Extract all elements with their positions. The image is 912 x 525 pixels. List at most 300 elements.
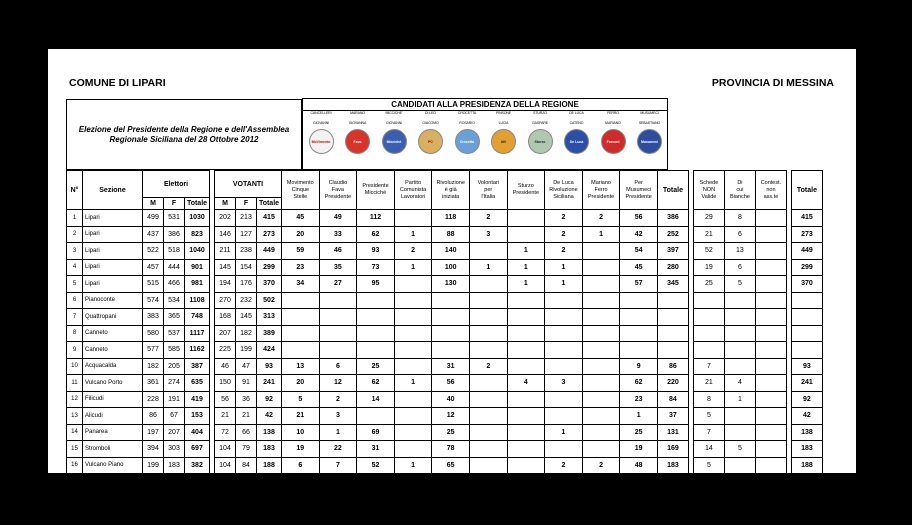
votes-list-7 <box>507 309 545 326</box>
elettori-m: 499 <box>143 210 164 227</box>
votes-list-6: 3 <box>469 226 507 243</box>
votes-list-3: 69 <box>357 424 395 441</box>
row-number: 5 <box>67 276 83 293</box>
votes-list-3 <box>357 342 395 359</box>
row-number: 15 <box>67 441 83 458</box>
votes-list-5: 40 <box>432 391 470 408</box>
votes-list-3 <box>357 325 395 342</box>
totale-finale: 299 <box>791 259 822 276</box>
contestate <box>755 441 786 458</box>
votes-list-5: 31 <box>432 358 470 375</box>
votanti-f: 145 <box>236 309 257 326</box>
elettori-totale: 382 <box>185 457 210 474</box>
bianche <box>724 408 755 425</box>
elettori-totale: 404 <box>185 424 210 441</box>
row-number: 12 <box>67 391 83 408</box>
votanti-m: 194 <box>215 276 236 293</box>
votes-list-5: 25 <box>432 424 470 441</box>
votes-list-1: 59 <box>282 243 320 260</box>
election-title <box>66 99 302 170</box>
votanti-totale: 370 <box>257 276 282 293</box>
table-row <box>67 276 823 293</box>
votes-list-3 <box>357 309 395 326</box>
votanti-m: 145 <box>215 259 236 276</box>
col-elettori-sub: F <box>164 198 185 210</box>
votes-list-8: 2 <box>545 226 583 243</box>
votes-list-2: 1 <box>319 424 357 441</box>
row-sezione: Quattropani <box>83 309 143 326</box>
votes-list-2: 49 <box>319 210 357 227</box>
votes-list-6 <box>469 243 507 260</box>
bianche: 5 <box>724 276 755 293</box>
totale-finale: 241 <box>791 375 822 392</box>
votes-list-9 <box>582 342 620 359</box>
totals-list-9: 5 <box>582 479 620 498</box>
votanti-totale: 138 <box>257 424 282 441</box>
votes-list-5: 56 <box>432 375 470 392</box>
votes-list-2: 6 <box>319 358 357 375</box>
contestate <box>755 391 786 408</box>
votes-list-6 <box>469 325 507 342</box>
col-list-7: Sturzo Presidente <box>507 171 545 210</box>
party-logo-icon: Forconi <box>601 129 626 154</box>
votes-list-8 <box>545 408 583 425</box>
votes-list-1 <box>282 325 320 342</box>
non-valide: 7 <box>693 358 724 375</box>
votes-list-9 <box>582 309 620 326</box>
non-valide <box>693 309 724 326</box>
table-row <box>67 358 823 375</box>
votes-list-1 <box>282 309 320 326</box>
elettori-m: 515 <box>143 276 164 293</box>
votanti-m: 207 <box>215 325 236 342</box>
votes-list-8 <box>545 309 583 326</box>
votes-list-2: 7 <box>319 457 357 474</box>
votanti-totale: 449 <box>257 243 282 260</box>
votes-list-4 <box>394 358 432 375</box>
elettori-totale: 901 <box>185 259 210 276</box>
table-row <box>67 243 823 260</box>
col-elettori: Elettori <box>143 171 210 198</box>
votes-list-10: 19 <box>620 441 658 458</box>
votes-totale: 280 <box>657 259 688 276</box>
votes-list-8 <box>545 325 583 342</box>
totals-label: Totale <box>67 479 143 498</box>
votes-list-10: 48 <box>620 457 658 474</box>
votanti-totale: 42 <box>257 408 282 425</box>
votanti-totale: 415 <box>257 210 282 227</box>
votes-totale <box>657 292 688 309</box>
totale-finale: 273 <box>791 226 822 243</box>
votanti-m: 168 <box>215 309 236 326</box>
votes-list-6: 2 <box>469 358 507 375</box>
votes-list-1: 23 <box>282 259 320 276</box>
votes-list-7 <box>507 457 545 474</box>
votes-list-7 <box>507 292 545 309</box>
totals-list-6: 8 <box>469 479 507 498</box>
votes-list-4 <box>394 210 432 227</box>
votanti-m: 150 <box>215 375 236 392</box>
elettori-totale: 635 <box>185 375 210 392</box>
votes-list-1: 13 <box>282 358 320 375</box>
votanti-m: 72 <box>215 424 236 441</box>
votes-list-8: 1 <box>545 424 583 441</box>
row-sezione: Lipari <box>83 243 143 260</box>
votanti-f: 66 <box>236 424 257 441</box>
candidate-2 <box>340 111 376 154</box>
votanti-f: 232 <box>236 292 257 309</box>
votes-list-4 <box>394 342 432 359</box>
elettori-totale: 1108 <box>185 292 210 309</box>
totals-list-7: 7 <box>507 479 545 498</box>
votes-list-5 <box>432 309 470 326</box>
totals-list-5: 883 <box>432 479 470 498</box>
party-logo-icon: MoVimento <box>309 129 334 154</box>
votes-list-3: 62 <box>357 226 395 243</box>
elettori-m: 580 <box>143 325 164 342</box>
table-row <box>67 441 823 458</box>
votes-list-9: 1 <box>582 226 620 243</box>
votes-list-10: 56 <box>620 210 658 227</box>
non-valide <box>693 292 724 309</box>
votes-list-3: 73 <box>357 259 395 276</box>
elettori-f: 518 <box>164 243 185 260</box>
votanti-totale: 502 <box>257 292 282 309</box>
party-logo-icon: De Luca <box>564 129 589 154</box>
votes-list-7 <box>507 391 545 408</box>
row-sezione: Alicudi <box>83 408 143 425</box>
elettori-f: 585 <box>164 342 185 359</box>
votes-totale <box>657 325 688 342</box>
votes-list-9 <box>582 441 620 458</box>
votes-totale: 183 <box>657 457 688 474</box>
votes-list-3: 112 <box>357 210 395 227</box>
votes-list-4 <box>394 309 432 326</box>
row-number: 14 <box>67 424 83 441</box>
elettori-f: 191 <box>164 391 185 408</box>
votanti-m: 104 <box>215 457 236 474</box>
votes-list-3: 95 <box>357 276 395 293</box>
totale-finale: 183 <box>791 441 822 458</box>
non-valide: 52 <box>693 243 724 260</box>
votes-list-4: 1 <box>394 375 432 392</box>
votes-list-6: 2 <box>469 210 507 227</box>
col-totale: Totale <box>791 171 822 210</box>
votes-list-6 <box>469 441 507 458</box>
candidate-4 <box>413 111 449 154</box>
votes-list-4 <box>394 325 432 342</box>
row-sezione: Lipari <box>83 276 143 293</box>
votes-list-9 <box>582 259 620 276</box>
elettori-totale: 697 <box>185 441 210 458</box>
votes-list-7 <box>507 210 545 227</box>
votes-list-7: 4 <box>507 375 545 392</box>
votes-list-5: 12 <box>432 408 470 425</box>
votes-list-2 <box>319 342 357 359</box>
col-bianche: Di cui Bianche <box>724 171 755 210</box>
votes-list-5: 88 <box>432 226 470 243</box>
votes-list-5: 130 <box>432 276 470 293</box>
results-sheet <box>48 49 856 492</box>
votanti-m: 270 <box>215 292 236 309</box>
votes-list-9 <box>582 408 620 425</box>
votes-list-9: 2 <box>582 210 620 227</box>
elettori-m: 577 <box>143 342 164 359</box>
votes-list-4 <box>394 441 432 458</box>
row-number: 10 <box>67 358 83 375</box>
col-list-8: De Luca Rivoluzione Siciliana <box>545 171 583 210</box>
votes-list-7: 1 <box>507 243 545 260</box>
party-logo-icon: Crocetta <box>455 129 480 154</box>
totale-finale: 415 <box>791 210 822 227</box>
elettori-m: 197 <box>143 424 164 441</box>
elettori-m: 522 <box>143 243 164 260</box>
votes-list-1: 5 <box>282 391 320 408</box>
party-logo-icon: Sturzo <box>528 129 553 154</box>
non-valide: 21 <box>693 226 724 243</box>
contestate <box>755 424 786 441</box>
row-sezione: Pianoconte <box>83 292 143 309</box>
table-row <box>67 408 823 425</box>
votes-list-3: 14 <box>357 391 395 408</box>
table-row <box>67 259 823 276</box>
candidate-name: CANCELLERI GIOVANNI <box>310 111 332 125</box>
votes-list-5: 118 <box>432 210 470 227</box>
totals-elettori-m: 6191 <box>143 479 164 498</box>
votanti-m: 211 <box>215 243 236 260</box>
votes-list-10: 62 <box>620 375 658 392</box>
elettori-totale: 419 <box>185 391 210 408</box>
votes-list-9 <box>582 292 620 309</box>
votes-list-4: 1 <box>394 226 432 243</box>
votanti-totale: 188 <box>257 457 282 474</box>
totale-finale: 92 <box>791 391 822 408</box>
table-row <box>67 292 823 309</box>
table-row <box>67 309 823 326</box>
votes-list-10: 57 <box>620 276 658 293</box>
non-valide: 14 <box>693 441 724 458</box>
votes-list-2: 3 <box>319 408 357 425</box>
votes-list-7: 1 <box>507 276 545 293</box>
votes-list-8: 3 <box>545 375 583 392</box>
elettori-totale: 1162 <box>185 342 210 359</box>
row-number: 7 <box>67 309 83 326</box>
contestate <box>755 457 786 474</box>
row-sezione: Filicudi <box>83 391 143 408</box>
row-number: 6 <box>67 292 83 309</box>
votes-list-2: 46 <box>319 243 357 260</box>
votes-list-4 <box>394 408 432 425</box>
elettori-f: 386 <box>164 226 185 243</box>
totals-list-3: 688 <box>357 479 395 498</box>
elettori-totale: 1040 <box>185 243 210 260</box>
non-valide: 5 <box>693 408 724 425</box>
row-number: 1 <box>67 210 83 227</box>
votanti-m: 56 <box>215 391 236 408</box>
totals-finale: 2783 <box>791 479 822 498</box>
candidate-name: STURZO GASPARE <box>532 111 548 125</box>
bianche: 13 <box>724 243 755 260</box>
bianche: 6 <box>724 259 755 276</box>
elettori-totale: 1030 <box>185 210 210 227</box>
col-votanti-sub: F <box>236 198 257 210</box>
elettori-f: 274 <box>164 375 185 392</box>
totals-list-8: 14 <box>545 479 583 498</box>
row-sezione: Lipari <box>83 226 143 243</box>
votes-list-6 <box>469 391 507 408</box>
votes-list-2 <box>319 292 357 309</box>
elettori-f: 365 <box>164 309 185 326</box>
non-valide: 21 <box>693 375 724 392</box>
votanti-m: 46 <box>215 358 236 375</box>
bianche <box>724 325 755 342</box>
votes-list-6 <box>469 424 507 441</box>
col-list-5: Rivoluzione è già iniziata <box>432 171 470 210</box>
elettori-f: 207 <box>164 424 185 441</box>
votes-totale: 131 <box>657 424 688 441</box>
header-row <box>67 171 823 198</box>
votes-list-8: 2 <box>545 243 583 260</box>
row-sezione: Acquacalda <box>83 358 143 375</box>
contestate <box>755 325 786 342</box>
totals-bianche: 48 <box>724 479 755 498</box>
votanti-f: 84 <box>236 457 257 474</box>
votes-list-10: 54 <box>620 243 658 260</box>
col-votanti: VOTANTI <box>215 171 282 198</box>
votes-list-2: 35 <box>319 259 357 276</box>
votes-list-10: 42 <box>620 226 658 243</box>
row-number: 16 <box>67 457 83 474</box>
bianche <box>724 424 755 441</box>
contestate <box>755 408 786 425</box>
election-title-text: Elezione del Presidente della Regione e dell'Assemblea Regionale Siciliana del 28 Ottobre 2012 <box>78 124 290 144</box>
votes-list-9: 2 <box>582 457 620 474</box>
elettori-m: 228 <box>143 391 164 408</box>
votes-list-9 <box>582 358 620 375</box>
votes-list-1: 45 <box>282 210 320 227</box>
totals-votanti-m: 2321 <box>215 479 236 498</box>
elettori-totale: 748 <box>185 309 210 326</box>
contestate <box>755 243 786 260</box>
votes-list-7 <box>507 325 545 342</box>
votes-list-4: 1 <box>394 259 432 276</box>
votes-totale <box>657 342 688 359</box>
totals-non-valide: 213 <box>693 479 724 498</box>
elettori-m: 86 <box>143 408 164 425</box>
candidate-10 <box>632 111 668 154</box>
elettori-totale: 1117 <box>185 325 210 342</box>
col-totale-voti: Totale <box>657 171 688 210</box>
candidate-3 <box>376 111 412 154</box>
votanti-totale: 299 <box>257 259 282 276</box>
row-number: 3 <box>67 243 83 260</box>
totals-list-1: 275 <box>282 479 320 498</box>
votanti-f: 36 <box>236 391 257 408</box>
totals-votanti-totale: 4411 <box>257 479 282 498</box>
elettori-m: 361 <box>143 375 164 392</box>
votes-list-6: 1 <box>469 259 507 276</box>
row-sezione: Lipari <box>83 210 143 227</box>
votes-list-3: 31 <box>357 441 395 458</box>
totale-finale <box>791 309 822 326</box>
elettori-totale: 153 <box>185 408 210 425</box>
row-sezione: Lipari <box>83 259 143 276</box>
votanti-totale: 313 <box>257 309 282 326</box>
elettori-totale: 387 <box>185 358 210 375</box>
bianche <box>724 309 755 326</box>
votes-list-9 <box>582 325 620 342</box>
table-row <box>67 325 823 342</box>
votes-list-1 <box>282 342 320 359</box>
col-list-2: Claudio Fava Presidente <box>319 171 357 210</box>
candidate-name: PINSONE LUCIA <box>495 111 512 125</box>
votes-list-3: 62 <box>357 375 395 392</box>
col-sezione: Sezione <box>83 171 143 210</box>
non-valide <box>693 342 724 359</box>
votes-list-4 <box>394 292 432 309</box>
votes-list-10: 23 <box>620 391 658 408</box>
votanti-totale: 93 <box>257 358 282 375</box>
col-elettori-sub: Totale <box>185 198 210 210</box>
totals-elettori-totale: 11987 <box>185 479 210 498</box>
party-logo-icon: IdV <box>491 129 516 154</box>
non-valide: 25 <box>693 276 724 293</box>
candidate-7 <box>522 111 558 154</box>
row-number: 9 <box>67 342 83 359</box>
votes-list-1: 20 <box>282 226 320 243</box>
row-number: 13 <box>67 408 83 425</box>
contestate <box>755 375 786 392</box>
votanti-totale: 92 <box>257 391 282 408</box>
candidate-1 <box>303 111 339 154</box>
votes-totale: 37 <box>657 408 688 425</box>
votes-list-4: 2 <box>394 243 432 260</box>
votanti-m: 146 <box>215 226 236 243</box>
votes-list-10 <box>620 325 658 342</box>
votes-list-1: 21 <box>282 408 320 425</box>
totals-votes: 2570 <box>657 479 688 498</box>
totale-finale: 449 <box>791 243 822 260</box>
votes-list-5: 140 <box>432 243 470 260</box>
col-n: N° <box>67 171 83 210</box>
totale-finale: 138 <box>791 424 822 441</box>
col-list-1: Movimento Cinque Stelle <box>282 171 320 210</box>
row-number: 2 <box>67 226 83 243</box>
votes-list-6 <box>469 408 507 425</box>
votes-list-1: 34 <box>282 276 320 293</box>
votanti-totale: 389 <box>257 325 282 342</box>
totale-finale: 188 <box>791 457 822 474</box>
votes-list-2: 33 <box>319 226 357 243</box>
votes-list-10: 25 <box>620 424 658 441</box>
row-sezione: Panarea <box>83 424 143 441</box>
municipality-header: COMUNE DI LIPARI <box>69 77 166 89</box>
votes-list-8 <box>545 441 583 458</box>
votes-totale: 220 <box>657 375 688 392</box>
votes-list-9 <box>582 243 620 260</box>
votes-list-7 <box>507 226 545 243</box>
votanti-f: 182 <box>236 325 257 342</box>
votes-list-10: 45 <box>620 259 658 276</box>
elettori-m: 199 <box>143 457 164 474</box>
votes-list-4 <box>394 424 432 441</box>
non-valide: 29 <box>693 210 724 227</box>
table-row <box>67 375 823 392</box>
votes-list-3 <box>357 408 395 425</box>
votes-list-3: 25 <box>357 358 395 375</box>
bianche <box>724 342 755 359</box>
totals-list-10: 441 <box>620 479 658 498</box>
